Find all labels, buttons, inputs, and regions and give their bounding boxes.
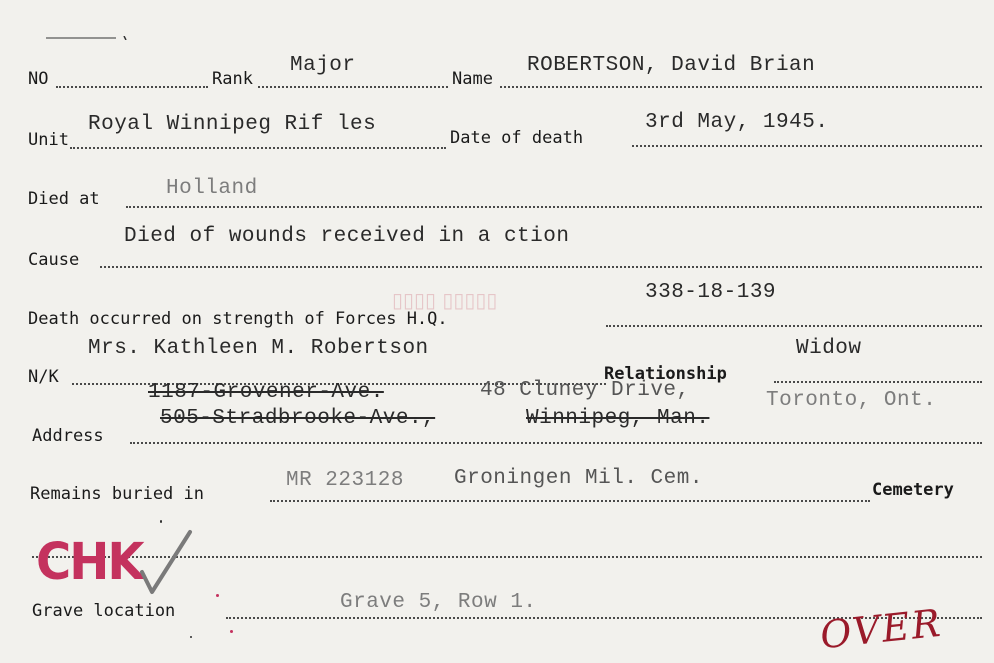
address-struck-city: Winnipeg, Man. — [526, 407, 710, 430]
grave-value: Grave 5, Row 1. — [340, 591, 537, 614]
rank-line — [258, 86, 448, 88]
no-label: NO — [28, 69, 49, 89]
next-of-kin-name: Mrs. Kathleen M. Robertson — [88, 337, 429, 360]
name-value: ROBERTSON, David Brian — [527, 54, 816, 77]
ink-speck — [230, 630, 233, 633]
chk-stamp: CHK — [36, 532, 143, 592]
address-new-city: Toronto, Ont. — [766, 389, 937, 412]
date-of-death-label: Date of death — [450, 128, 584, 148]
relationship-line — [774, 381, 982, 383]
ink-speck — [190, 636, 192, 638]
cause-line — [100, 266, 982, 268]
ink-speck — [160, 520, 162, 523]
address-label: Address — [32, 426, 104, 446]
name-label: Name — [452, 69, 493, 89]
handwritten-over-note: OVER — [818, 600, 945, 658]
buried-place: Groningen Mil. Cem. — [454, 467, 703, 490]
cemetery-label: Cemetery — [872, 480, 954, 500]
rank-label: Rank — [212, 69, 253, 89]
buried-label: Remains buried in — [30, 484, 204, 504]
rank-value: Major — [290, 54, 356, 77]
relationship-value: Widow — [796, 337, 862, 360]
died-at-line — [126, 206, 982, 208]
ink-speck — [216, 594, 219, 597]
unit-line — [70, 147, 446, 149]
died-at-label: Died at — [28, 189, 100, 209]
checkmark-icon — [138, 528, 194, 598]
died-at-value: Holland — [166, 177, 258, 200]
relationship-label: Relationship — [604, 364, 727, 384]
strength-line — [606, 325, 982, 327]
address-line — [130, 442, 982, 444]
unit-value: Royal Winnipeg Rif les — [88, 113, 377, 136]
scratch-mark-icon — [46, 36, 130, 40]
strength-label: Death occurred on strength of Forces H.Q. — [28, 309, 448, 329]
grave-location-label: Grave location — [32, 601, 176, 621]
address-new-street: 48 Cluney Drive, — [480, 379, 690, 402]
next-of-kin-label: N/K — [28, 367, 59, 387]
address-struck-line-1: 1187-Grovener-Ave. — [148, 381, 384, 404]
date-of-death-value: 3rd May, 1945. — [645, 111, 829, 134]
address-struck-line-2: 505-Stradbrooke-Ave., — [160, 407, 436, 430]
faded-stamp-ghost: ▯▯▯▯ ▯▯▯▯▯ — [392, 288, 498, 312]
date-line — [632, 145, 982, 147]
buried-prefix: MR 223128 — [286, 469, 404, 492]
buried-line — [270, 500, 870, 502]
name-line — [500, 86, 982, 88]
strength-number: 338-18-139 — [645, 281, 777, 304]
no-line — [56, 86, 208, 88]
cause-label: Cause — [28, 250, 80, 270]
cause-value: Died of wounds received in a ction — [124, 225, 570, 248]
unit-label: Unit — [28, 130, 69, 150]
